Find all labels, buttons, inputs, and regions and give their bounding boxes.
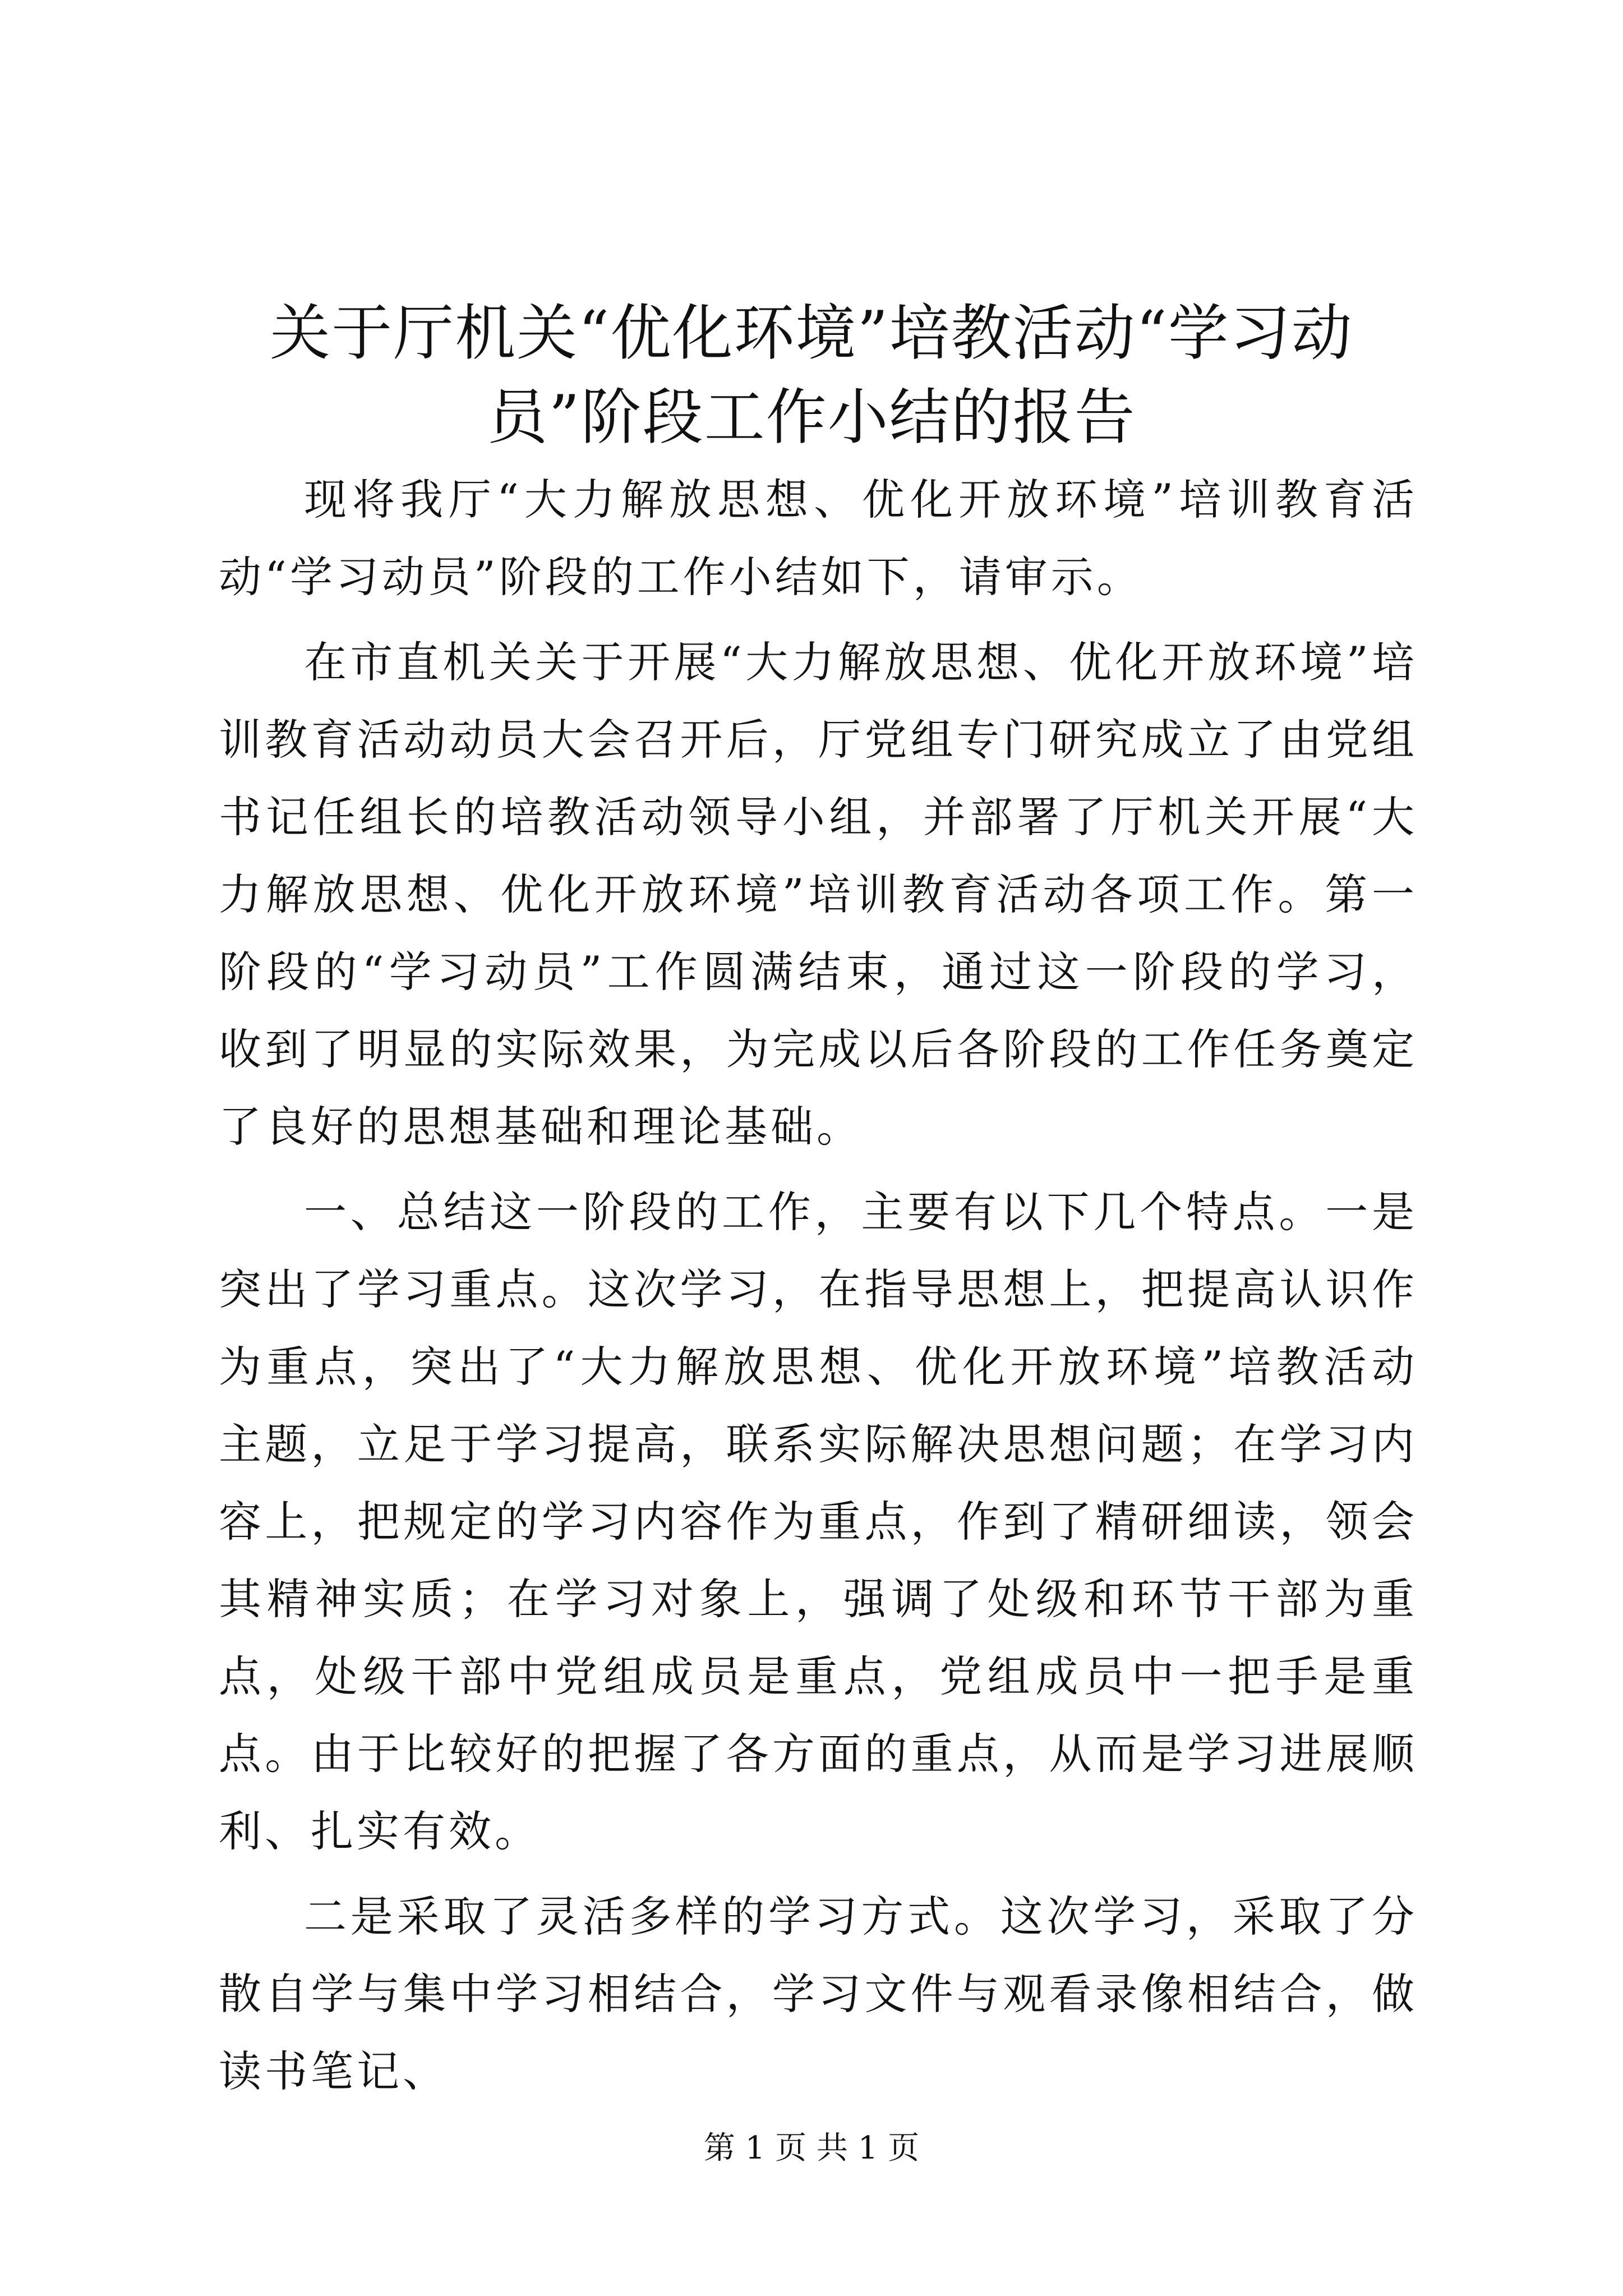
paragraph-summary-2: 二是采取了灵活多样的学习方式。这次学习，采取了分散自学与集中学习相结合，学习文件与观看录像相结合，做读书笔记、	[219, 1892, 1418, 2096]
page-footer: 第 1 页 共 1 页	[703, 2130, 920, 2166]
document-body	[219, 461, 1418, 2118]
paragraph-background: 在市直机关关于开展“大力解放思想、优化开放环境”培训教育活动动员大会召开后，厅党组专门研究成立了由党组书记任组长的培教活动领导小组，并部署了厅机关开展“大力解放思想、优化开放环境”培训教育活动各项工作。第一阶段的“学习动员”工作圆满结束，通过这一阶段的学习，收到了明显的实际效果，为完成以后各阶段的工作任务奠定了良好的思想基础和理论基础。	[219, 637, 1418, 1152]
paragraph-intro: 现将我厅“大力解放思想、优化开放环境”培训教育活动“学习动员”阶段的工作小结如下，请审示。	[219, 475, 1418, 602]
document-title: 关于厅机关“优化环境”培教活动“学习动员”阶段工作小结的报告	[270, 298, 1353, 453]
paragraph-summary-1: 一、总结这一阶段的工作，主要有以下几个特点。一是突出了学习重点。这次学习，在指导思想上，把提高认识作为重点，突出了“大力解放思想、优化开放环境”培教活动主题，立足于学习提高，联系实际解决思想问题；在学习内容上，把规定的学习内容作为重点，作到了精研细读，领会其精神实质；在学习对象上，强调了处级和环节干部为重点，处级干部中党组成员是重点，党组成员中一把手是重点。由于比较好的把握了各方面的重点，从而是学习进展顺利、扎实有效。	[219, 1187, 1418, 1856]
